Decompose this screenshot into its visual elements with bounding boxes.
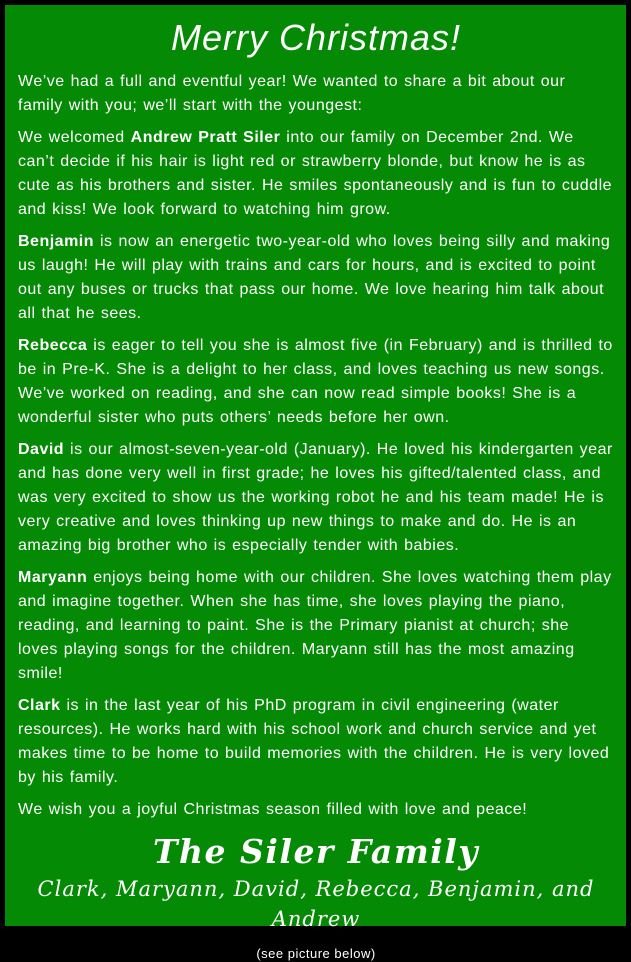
bold-name-rebecca: Rebecca <box>18 337 88 354</box>
paragraph-wish <box>18 798 614 822</box>
paragraph-text: We wish you a joyful Christmas season filled with love and peace! <box>18 801 528 818</box>
paragraph-text: enjoys being home with our children. She loves watching them play and imagine together. When she has time, she loves playing the piano, reading, and learning to paint. She is the Primary pianist at church; she loves playing songs for the children. Maryann still has the most amazing smile! <box>18 569 612 682</box>
paragraph-text: is our almost-seven-year-old (January). He loved his kindergarten year and has done very well in first grade; he loves his gifted/talented class, and was very excited to show us the working robot he and his team made! He is very creative and loves thinking up new things to make and do. He is an amazing big brother who is especially tender with babies. <box>18 441 613 554</box>
bold-name-maryann: Maryann <box>18 569 88 586</box>
paragraph-text: We’ve had a full and eventful year! We wanted to share a bit about our family with you; we’ll start with the youngest: <box>18 73 566 114</box>
paragraph-benjamin <box>18 230 614 326</box>
paragraph-rebecca <box>18 334 614 430</box>
paragraph-maryann <box>18 566 614 686</box>
paragraph-clark <box>18 694 614 790</box>
bold-name-david: David <box>18 441 65 458</box>
signature-names: Clark, Maryann, David, Rebecca, Benjamin, and Andrew <box>37 877 595 931</box>
paragraph-text: is in the last year of his PhD program in civil engineering (water resources). He works hard with his school work and church service and yet makes time to be home to build memories with the children. He is very loved by his family. <box>18 697 610 786</box>
signature-family-name: The Siler Family <box>153 832 479 871</box>
paragraph-text: We welcomed <box>18 129 131 146</box>
bold-name-clark: Clark <box>18 697 61 714</box>
bold-name-andrew: Andrew Pratt Siler <box>130 129 281 146</box>
paragraph-text: is eager to tell you she is almost five (in February) and is thrilled to be in Pre-K. She is a delight to her class, and loves teaching us new songs. We’ve worked on reading, and she can now read simple books! She is a wonderful sister who puts others’ needs before her own. <box>18 337 613 426</box>
paragraph-intro <box>18 70 614 118</box>
page-title: Merry Christmas! <box>170 17 461 58</box>
paragraph-andrew <box>18 126 614 222</box>
bold-name-benjamin: Benjamin <box>18 233 95 250</box>
paragraph-text: into our family on December 2nd. We can’t decide if his hair is light red or strawberry blonde, but know he is as cute as his brothers and sister. He smiles spontaneously and is fun to cuddle and kiss! We look forward to watching him grow. <box>18 129 613 218</box>
paragraph-david <box>18 438 614 558</box>
paragraph-text: is now an energetic two-year-old who loves being silly and making us laugh! He will play with trains and cars for hours, and is excited to point out any buses or trucks that pass our home. We love hearing him talk about all that he sees. <box>18 233 611 322</box>
picture-note: (see picture below) <box>256 946 376 961</box>
